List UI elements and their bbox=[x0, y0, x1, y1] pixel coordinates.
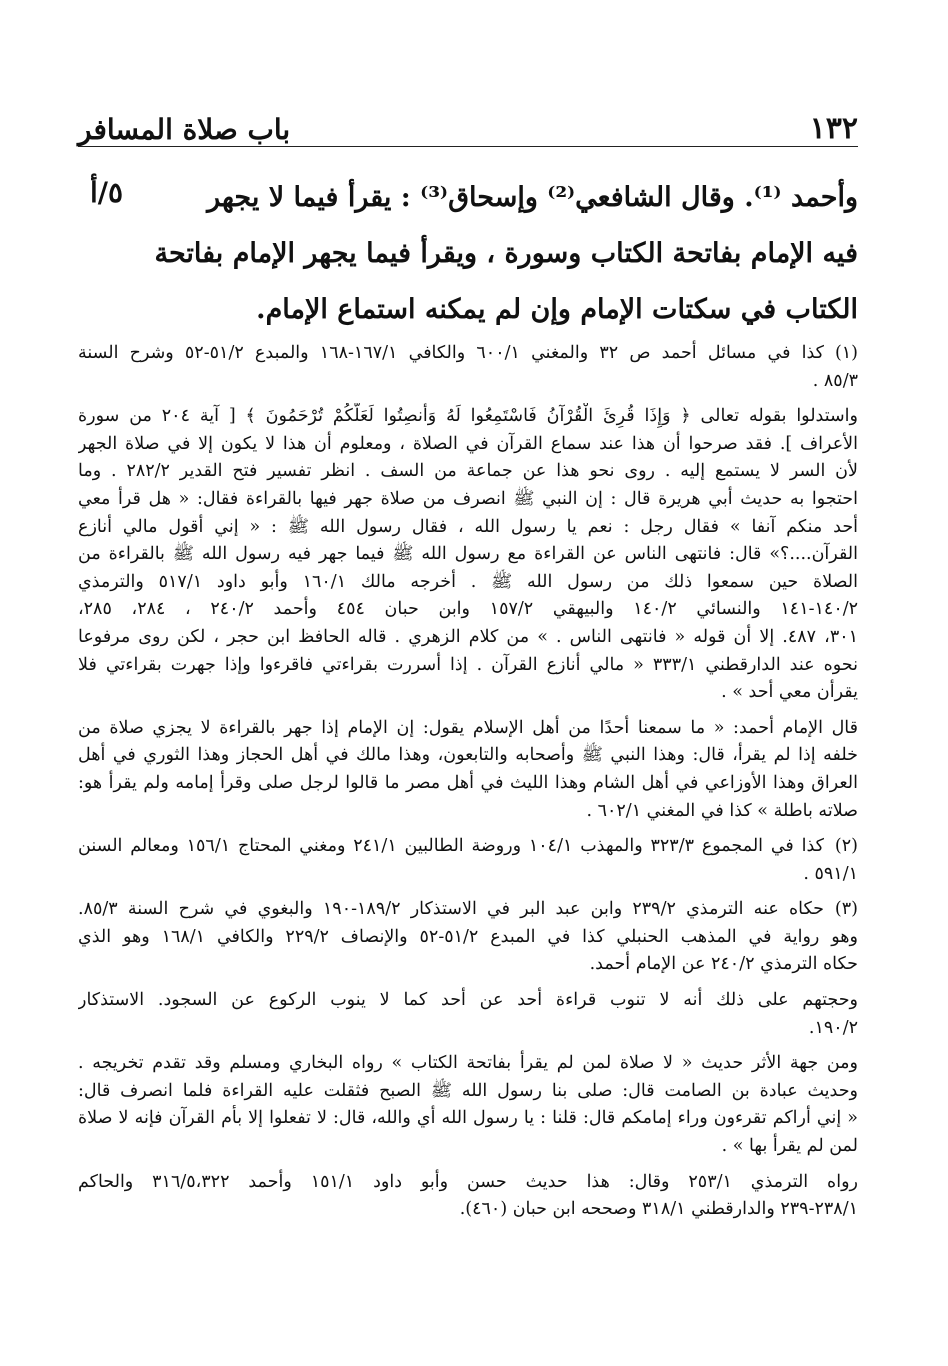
footnote-paragraph bbox=[78, 403, 858, 707]
footnote-line: كذا في المجموع ٣٢٣/٣ والمهذب ١٠٤/١ وروضة الطالبين ٢٤١/١ ومغني المحتاج ١٥٦/١ ومعالم السنن bbox=[78, 836, 824, 857]
footnote-line: ٣٠١، ٤٨٧. إلا أن قوله « فانتهى الناس . » من كلام الزهري . قاله الحافظ ابن حجر ، لكن روى مرفوعا bbox=[78, 626, 858, 647]
main-text-line: الكتاب في سكتات الإمام وإن لم يمكنه استماع الإمام. bbox=[256, 294, 858, 325]
margin-folio-reference: ٥/أ bbox=[90, 176, 124, 209]
footnote-line: ٥٩١/١ . bbox=[803, 863, 858, 884]
main-text-line: وأحمد ⁽¹⁾. وقال الشافعي⁽²⁾ وإسحاق⁽³⁾ : يقرأ فيما لا يجهر bbox=[207, 182, 858, 213]
footnote-2 bbox=[78, 833, 858, 888]
footnote-line: « إني أراكم تقرءون وراء إمامكم قال: قلنا : يا رسول الله أي والله، قال: لا تفعلوا إلا بأم القرآن فإنه لا صلاة bbox=[78, 1108, 858, 1129]
footnote-line: يقرأن معي أحد » . bbox=[721, 682, 858, 703]
footnote-line: الأعراف ]. فقد صرحوا أن هذا عند سماع القرآن في الصلاة ، ومعلوم أن هذا لا يكون إلا في صلاة الجهر bbox=[78, 433, 858, 454]
footnote-line: ١٩٠/٢. bbox=[808, 1017, 858, 1038]
footnote-line: ٨٥/٣ . bbox=[812, 370, 858, 391]
footnote-line: نحوه عند الدارقطني ٣٣٣/١ « مالي أنازع القرآن . إذا أسررت بقراءتي فاقرءوا وإذا جهرت بقراءتي فلا bbox=[78, 654, 858, 675]
footnote-line: لمن لم يقرأ بها » . bbox=[721, 1136, 858, 1157]
footnote-line: واستدلوا بقوله تعالى ﴿ وَإِذَا قُرِئَ الْقُرْآنُ فَاسْتَمِعُوا لَهُ وَأَنصِتُوا لَعَلَّكُمْ تُرْحَمُونَ ﴾ [ آية ٢٠٤ من سورة bbox=[78, 406, 858, 427]
footnote-line: ١٤٠/٢-١٤١ والنسائي ١٤٠/٢ والبيهقي ١٥٧/٢ وابن حبان ٤٥٤ وأحمد ٢٤٠/٢ ، ٢٨٤، ٢٨٥، bbox=[78, 599, 858, 620]
footnote-line: وحديث عبادة بن الصامت قال: صلى بنا رسول الله ﷺ الصبح فثقلت عليه القراءة فلما انصرف قال: bbox=[78, 1080, 858, 1101]
footnote-line: رواه الترمذي ٢٥٣/١ وقال: هذا حديث حسن وأبو داود ١٥١/١ وأحمد ٣١٦/٥،٣٢٢ والحاكم bbox=[78, 1171, 858, 1192]
footnote-line: قال الإمام أحمد: « ما سمعنا أحدًا من أهل الإسلام يقول: إن الإمام إذا جهر بالقراءة لا يجزي صلاة من bbox=[78, 717, 858, 738]
footnote-line: وهو رواية في المذهب الحنبلي كذا في المبدع ٥١/٢-٥٢ والإنصاف ٢٢٩/٢ والكافي ١٦٨/١ وهو الذي bbox=[78, 926, 858, 947]
main-text-line: فيه الإمام بفاتحة الكتاب وسورة ، ويقرأ فيما يجهر الإمام بفاتحة bbox=[154, 238, 858, 269]
footnote-line: أحد منكم آنفا » فقال رجل : نعم يا رسول الله ، فقال رسول الله ﷺ : « إني أقول مالي أنازع bbox=[78, 516, 858, 537]
footnote-line: ٢٣٨/١-٢٣٩ والدارقطني ٣١٨/١ وصححه ابن حبان (٤٦٠). bbox=[459, 1199, 858, 1220]
footnote-line: صلاته باطلة » كذا في المغني ٦٠٢/١ . bbox=[586, 800, 858, 821]
footnote-number: (١) bbox=[834, 343, 858, 363]
footnote-paragraph bbox=[78, 987, 858, 1042]
footnote-3 bbox=[78, 896, 858, 979]
footnote-line: حكاه عنه الترمذي ٢٣٩/٢ وابن عبد البر في الاستذكار ١٨٩/٢-١٩٠ والبغوي في شرح السنة ٨٥/٣. bbox=[78, 899, 824, 920]
footnote-line: ومن جهة الأثر حديث « لا صلاة لمن لم يقرأ بفاتحة الكتاب » رواه البخاري ومسلم وقد تقدم تخريجه . bbox=[78, 1053, 858, 1074]
page-number: ١٣٢ bbox=[809, 111, 858, 146]
footnote-line: حكاه الترمذي ٢٤٠/٢ عن الإمام أحمد. bbox=[589, 954, 858, 975]
footnote-paragraph bbox=[78, 715, 858, 825]
chapter-title: باب صلاة المسافر bbox=[78, 113, 291, 146]
footnote-line: خلفه إذا لم يقرأ، قال: وهذا النبي ﷺ وأصحابه والتابعون، وهذا مالك في أهل الحجاز وهذا الثوري في أهل bbox=[78, 745, 858, 766]
footnotes bbox=[78, 340, 858, 1232]
footnote-number: (٣) bbox=[834, 899, 858, 920]
page-header bbox=[78, 98, 858, 147]
footnote-line: القرآن....؟» قال: فانتهى الناس عن القراءة مع رسول الله ﷺ فيما جهر فيه رسول الله ﷺ بالقراءة من bbox=[78, 544, 858, 565]
footnote-paragraph bbox=[78, 1050, 858, 1160]
footnote-line: الصلاة حين سمعوا ذلك من رسول الله ﷺ . أخرجه مالك ١٦٠/١ وأبو داود ٥١٧/١ والترمذي bbox=[78, 571, 858, 592]
footnote-line: العراق وهذا الأوزاعي في أهل الشام وهذا الليث في أهل مصر ما قالوا لرجل صلى وقرأ إمامه ولم يقرأ هو: bbox=[78, 772, 858, 793]
main-text bbox=[78, 170, 858, 338]
footnote-line: احتجوا به حديث أبي هريرة قال : إن النبي ﷺ انصرف من صلاة جهر فيها بالقراءة فقال: « هل قرأ معي bbox=[78, 488, 858, 509]
footnote-paragraph bbox=[78, 1169, 858, 1224]
footnote-1 bbox=[78, 340, 858, 395]
footnote-line: وحجتهم على ذلك أنه لا تنوب قراءة أحد عن أحد كما لا ينوب الركوع عن السجود. الاستذكار bbox=[78, 990, 858, 1011]
footnote-line: كذا في مسائل أحمد ص ٣٢ والمغني ٦٠٠/١ والكافي ١٦٧/١-١٦٨ والمبدع ٥١/٢-٥٢ وشرح السنة bbox=[78, 343, 824, 363]
footnote-line: لأن السر لا يستمع إليه . روى نحو هذا عن جماعة من السف . انظر تفسير فتح القدير ٢٨٢/٢ . وما bbox=[78, 461, 858, 482]
footnote-number: (٢) bbox=[834, 836, 858, 857]
